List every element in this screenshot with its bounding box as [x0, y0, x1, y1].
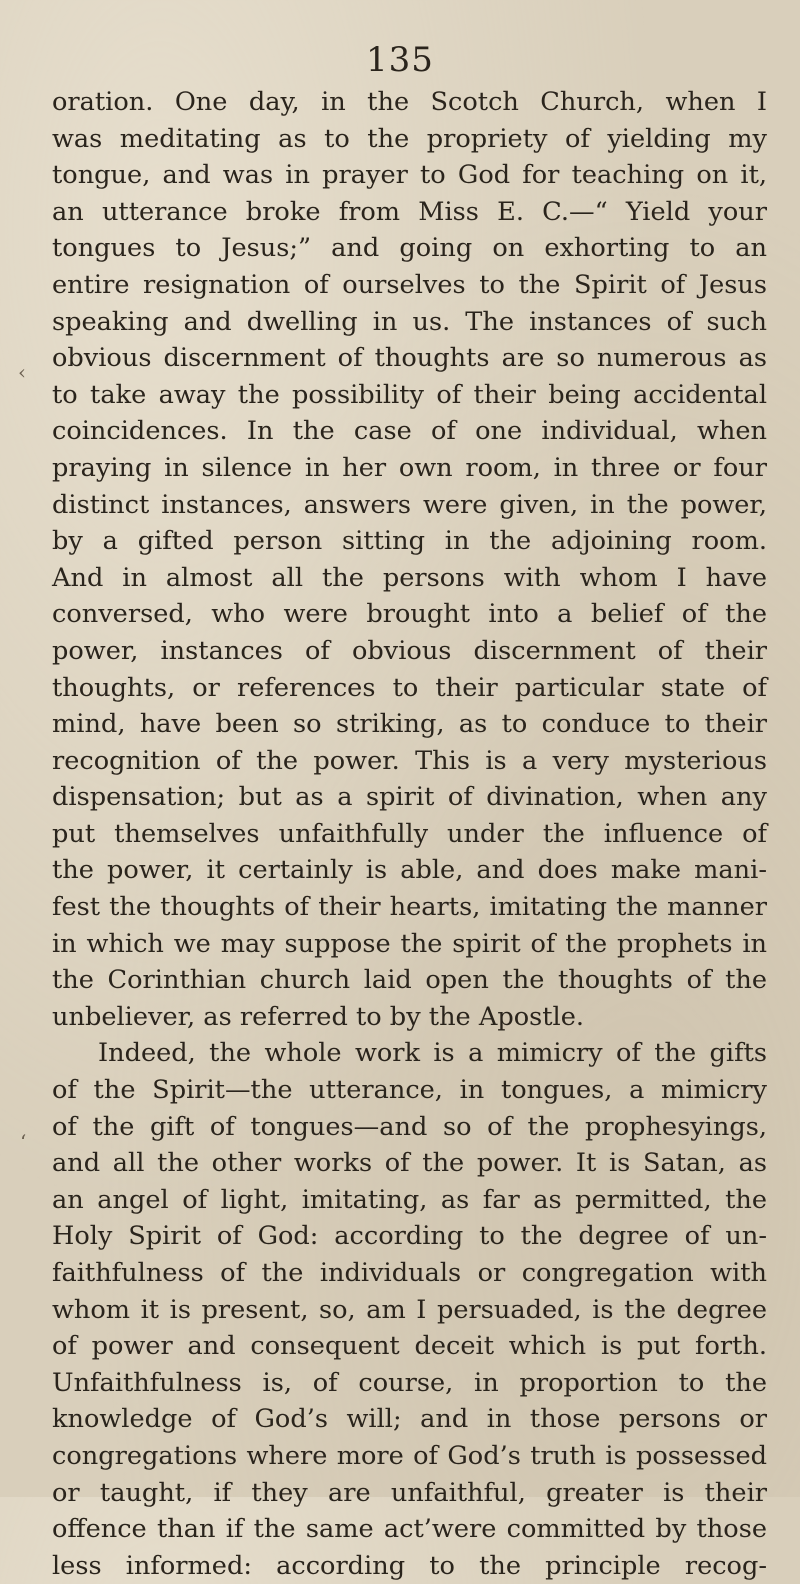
text-line: of power and consequent deceit which is put forth.: [52, 1331, 767, 1362]
text-line: whom it is present, so, am I persuaded, is the degree: [52, 1294, 767, 1325]
text-line: knowledge of God’s will; and in those persons or: [52, 1404, 767, 1435]
text-line: power, instances of obvious discernment of their: [52, 635, 767, 666]
text-line: dispensation; but as a spirit of divination, when any: [52, 782, 767, 813]
text-line: entire resignation of ourselves to the Spirit of Jesus: [52, 269, 767, 300]
text-line: to take away the possibility of their being accidental: [52, 379, 767, 410]
text-line: congregations where more of God’s truth is possessed: [52, 1440, 767, 1471]
text-line: tongues to Jesus;” and going on exhorting to an: [52, 233, 767, 264]
margin-mark: ‹: [18, 360, 26, 384]
text-line: tongue, and was in prayer to God for teaching on it,: [52, 160, 767, 191]
text-line: conversed, who were brought into a belief of the: [52, 599, 767, 630]
page-number: 135: [366, 40, 434, 80]
text-line: Unfaithfulness is, of course, in proportion to the: [52, 1367, 767, 1398]
text-line: obvious discernment of thoughts are so numerous as: [52, 343, 767, 374]
text-line: in which we may suppose the spirit of the prophets in: [52, 928, 767, 959]
text-line: the Corinthian church laid open the thoughts of the: [52, 965, 767, 996]
text-line: distinct instances, answers were given, in the power,: [52, 489, 767, 520]
text-line: Holy Spirit of God: according to the degree of un-: [52, 1221, 767, 1252]
text-line: put themselves unfaithfully under the influence of: [52, 818, 767, 849]
text-line: coincidences. In the case of one individual, when: [52, 416, 767, 447]
text-line: speaking and dwelling in us. The instances of such: [52, 306, 767, 337]
text-line: fest the thoughts of their hearts, imitating the manner: [52, 892, 767, 923]
text-line: an angel of light, imitating, as far as permitted, the: [52, 1184, 767, 1215]
text-line: oration. One day, in the Scotch Church, when I: [52, 87, 767, 117]
text-line: or taught, if they are unfaithful, greater is their: [52, 1477, 767, 1508]
paragraph-start-line: Indeed, the whole work is a mimicry of the gifts: [98, 1038, 767, 1069]
text-line: mind, have been so striking, as to conduce to their: [52, 709, 767, 740]
text-line: and all the other works of the power. It is Satan, as: [52, 1148, 767, 1179]
text-line: thoughts, or references to their particular state of: [52, 672, 767, 703]
text-line: praying in silence in her own room, in three or four: [52, 452, 767, 483]
text-line: less informed: according to the principle recog-: [52, 1550, 767, 1581]
text-line: the power, it certainly is able, and does make mani-: [52, 855, 767, 886]
margin-mark: ‘: [20, 1130, 27, 1154]
text-line: recognition of the power. This is a very mysterious: [52, 745, 767, 776]
text-line: offence than if the same act’were committed by those: [52, 1514, 767, 1545]
text-line: And in almost all the persons with whom I have: [52, 562, 767, 593]
text-line: faithfulness of the individuals or congregation with: [52, 1258, 767, 1288]
text-line: by a gifted person sitting in the adjoining room.: [52, 526, 767, 557]
text-line: was meditating as to the propriety of yielding my: [52, 123, 767, 154]
text-line: of the Spirit—the utterance, in tongues, a mimicry: [52, 1075, 767, 1106]
text-line: an utterance broke from Miss E. C.—“ Yield your: [52, 196, 767, 227]
text-line: of the gift of tongues—and so of the prophesyings,: [52, 1111, 767, 1142]
body-text: [52, 84, 767, 1584]
paragraph-end-line: unbeliever, as referred to by the Apostle.: [52, 1001, 584, 1032]
